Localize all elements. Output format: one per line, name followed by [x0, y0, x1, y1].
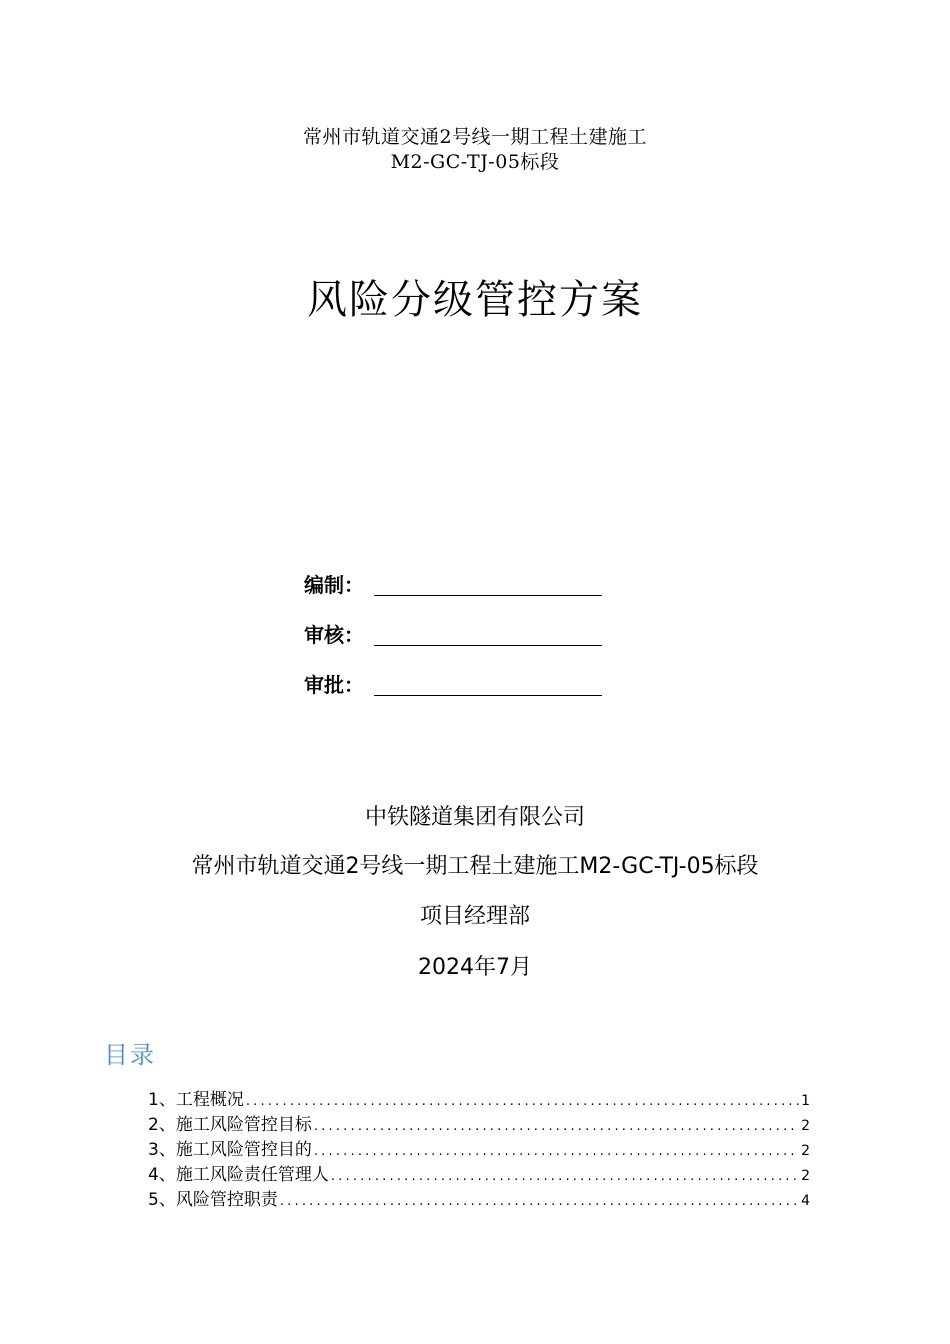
department-name: 项目经理部 [419, 904, 530, 929]
toc-item-title: 施工风险管控目标 [175, 1115, 312, 1135]
toc-item-title: 施工风险管控目的 [175, 1140, 312, 1160]
toc-item-number: 1、 [148, 1090, 176, 1110]
document-date: 2024年7月 [418, 955, 532, 980]
signature-label: 审核： [304, 623, 364, 647]
signature-label: 编制： [304, 573, 364, 597]
toc-item-page: 1 [801, 1093, 810, 1109]
toc-item-page: 2 [801, 1118, 810, 1134]
signature-row-approved [304, 668, 602, 698]
signature-line [374, 675, 602, 696]
toc-item[interactable] [148, 1113, 810, 1138]
signature-row-reviewed [304, 618, 602, 648]
toc-item-number: 3、 [148, 1140, 176, 1160]
toc-item[interactable] [148, 1088, 810, 1113]
toc-list [148, 1088, 810, 1213]
toc-item[interactable] [148, 1188, 810, 1213]
signature-line [374, 575, 602, 596]
header-line-2: M2-GC-TJ-05标段 [390, 151, 560, 173]
toc-heading: 目录 [104, 1041, 156, 1069]
toc-leader-dots [280, 1189, 799, 1214]
toc-item-title: 风险管控职责 [175, 1190, 278, 1210]
project-name: 常州市轨道交通2号线一期工程土建施工M2-GC-TJ-05标段 [191, 854, 759, 879]
toc-item-number: 2、 [148, 1115, 176, 1135]
toc-item-page: 2 [801, 1143, 810, 1159]
signature-row-compiled [304, 568, 602, 598]
toc-item-number: 4、 [148, 1165, 176, 1185]
toc-leader-dots [314, 1139, 799, 1164]
toc-item-title: 施工风险责任管理人 [175, 1165, 329, 1185]
toc-item-page: 2 [801, 1168, 810, 1184]
toc-leader-dots [314, 1114, 799, 1139]
toc-item-number: 5、 [148, 1190, 176, 1210]
toc-item[interactable] [148, 1163, 810, 1188]
signature-line [374, 625, 602, 646]
header-line-1: 常州市轨道交通2号线一期工程土建施工 [302, 126, 648, 148]
toc-item[interactable] [148, 1138, 810, 1163]
signature-label: 审批： [304, 673, 364, 697]
toc-leader-dots [331, 1164, 799, 1189]
toc-item-title: 工程概况 [175, 1090, 244, 1110]
toc-leader-dots [246, 1089, 799, 1114]
toc-item-page: 4 [801, 1193, 810, 1209]
document-title: 风险分级管控方案 [307, 277, 643, 323]
company-name: 中铁隧道集团有限公司 [364, 805, 585, 830]
